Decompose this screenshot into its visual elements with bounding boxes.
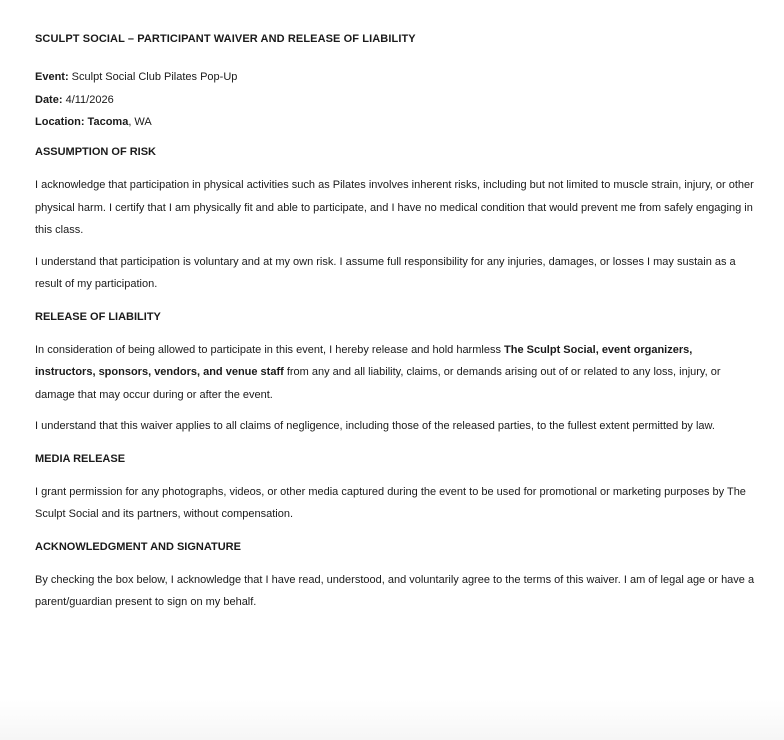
page-bottom-fade: [0, 700, 784, 740]
waiver-document: [35, 32, 755, 623]
event-details: [35, 70, 755, 129]
location-state: , WA: [128, 116, 152, 128]
event-line: [35, 70, 755, 84]
section-acknowledgment: [35, 540, 755, 614]
event-value: Sculpt Social Club Pilates Pop-Up: [68, 71, 238, 83]
event-label: Event:: [35, 71, 69, 83]
paragraph-text: from any and all liability, claims, or demands arising out of or related to any loss, injury, or damage that may occur during or after the event.: [35, 366, 721, 401]
released-parties: The Sculpt Social, event organizers, instructors, sponsors, vendors, and venue staff: [35, 343, 693, 378]
paragraph: I acknowledge that participation in physical activities such as Pilates involves inherent risks, including but not limited to muscle strain, injury, or other physical harm. I certify that I am physically fit and able to participate, and I have no medical condition that would prevent me from safely engaging in this class.: [35, 179, 754, 236]
paragraph: I understand that participation is voluntary and at my own risk. I assume full responsibility for any injuries, damages, or losses I may sustain as a result of my participation.: [35, 255, 736, 290]
section-media-release: [35, 452, 755, 526]
date-line: [35, 93, 755, 107]
section-assumption-of-risk: [35, 145, 755, 296]
location-line: [35, 115, 755, 129]
document-title: SCULPT SOCIAL – PARTICIPANT WAIVER AND RELEASE OF LIABILITY: [35, 33, 416, 45]
section-heading: MEDIA RELEASE: [35, 452, 126, 465]
paragraph: [35, 339, 755, 407]
paragraph: I understand that this waiver applies to all claims of negligence, including those of the released parties, to the fullest extent permitted by law.: [35, 420, 715, 432]
section-heading: ACKNOWLEDGMENT AND SIGNATURE: [35, 540, 241, 553]
date-value: 4/11/2026: [62, 93, 114, 106]
location-label: Location:: [35, 116, 85, 128]
location-city: Tacoma: [84, 116, 129, 128]
section-heading: ASSUMPTION OF RISK: [35, 146, 157, 158]
paragraph: I grant permission for any photographs, videos, or other media captured during the event to be used for promotional or marketing purposes by The Sculpt Social and its partners, without compensation.: [35, 485, 746, 520]
date-label: Date:: [35, 93, 63, 106]
paragraph-text: In consideration of being allowed to participate in this event, I hereby release and hold harmless: [35, 343, 505, 356]
section-heading: RELEASE OF LIABILITY: [35, 310, 161, 323]
section-release-of-liability: [35, 310, 755, 438]
paragraph: By checking the box below, I acknowledge that I have read, understood, and voluntarily agree to the terms of this waiver. I am of legal age or have a parent/guardian present to sign on my behalf.: [35, 573, 755, 608]
